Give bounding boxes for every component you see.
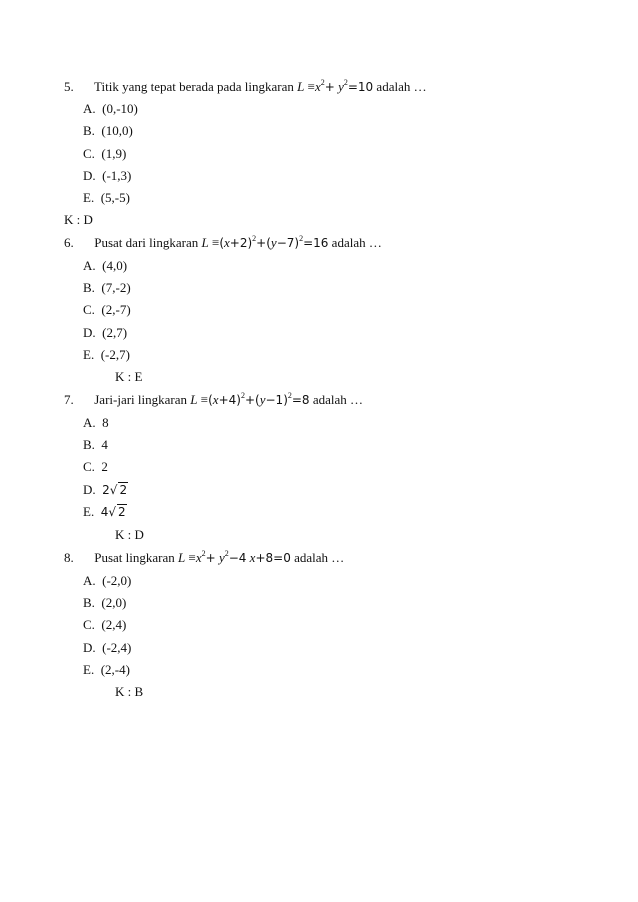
option-c: C. 2: [83, 459, 108, 474]
equation: $L \equiv x^2+ y^2-4$ x+8=0: [178, 549, 291, 565]
option-a: A. (0,-10): [83, 101, 138, 116]
sqrt-coefficient: 2: [102, 483, 110, 497]
question-number: 8.: [64, 550, 74, 565]
option-c: C. (2,-7): [83, 302, 131, 317]
option-b: B. (10,0): [83, 123, 133, 138]
option-a: A. 8: [83, 415, 109, 430]
sqrt-coefficient: 4: [100, 505, 109, 519]
option-b: B. (2,0): [83, 595, 127, 610]
question-text: Pusat lingkaran: [94, 550, 175, 565]
option-e: E. (2,-4): [83, 662, 130, 677]
question-6: [64, 235, 382, 251]
option-b: B. (7,-2): [83, 280, 131, 295]
question-suffix: adalah …: [294, 550, 345, 565]
question-suffix: adalah …: [312, 392, 363, 407]
question-suffix: adalah …: [376, 79, 427, 94]
option-d: D. (2,7): [83, 325, 128, 340]
square-root-icon: √ 2: [109, 483, 128, 497]
square-root-icon: √ 2: [108, 505, 126, 519]
option-d: D. 2√ 2: [83, 482, 128, 497]
option-c: C. (1,9): [83, 146, 127, 161]
question-5: [64, 79, 427, 95]
answer-key: K : B: [115, 684, 144, 699]
question-7: [64, 392, 363, 408]
question-number: 6.: [64, 235, 74, 250]
answer-key: K : E: [115, 369, 143, 384]
option-a: A. (4,0): [83, 258, 128, 273]
option-a: A. (-2,0): [83, 573, 132, 588]
option-e: E. (5,-5): [83, 190, 130, 205]
option-c: C. (2,4): [83, 617, 127, 632]
answer-key: K : D: [115, 527, 144, 542]
question-text: Jari-jari lingkaran: [94, 392, 188, 407]
question-suffix: adalah …: [331, 235, 382, 250]
question-text: Pusat dari lingkaran: [94, 235, 199, 250]
question-8: [64, 550, 344, 566]
equation: $L \equiv(x+4)^2+(y-1)^2=8$: [190, 391, 310, 407]
answer-key: K : D: [64, 212, 93, 227]
option-d: D. (-1,3): [83, 168, 132, 183]
question-text: Titik yang tepat berada pada lingkaran: [94, 79, 294, 94]
option-e: E. (-2,7): [83, 347, 130, 362]
option-b: B. 4: [83, 437, 108, 452]
option-d: D. (-2,4): [83, 640, 132, 655]
question-number: 7.: [64, 392, 74, 407]
option-e: E. 4√ 2: [83, 504, 126, 519]
equation: $L \equiv(x+2)^2+(y-7)^2=16$: [201, 234, 329, 250]
question-number: 5.: [64, 79, 74, 94]
equation: $L \equiv x^2+ y^2=10$: [297, 78, 374, 94]
